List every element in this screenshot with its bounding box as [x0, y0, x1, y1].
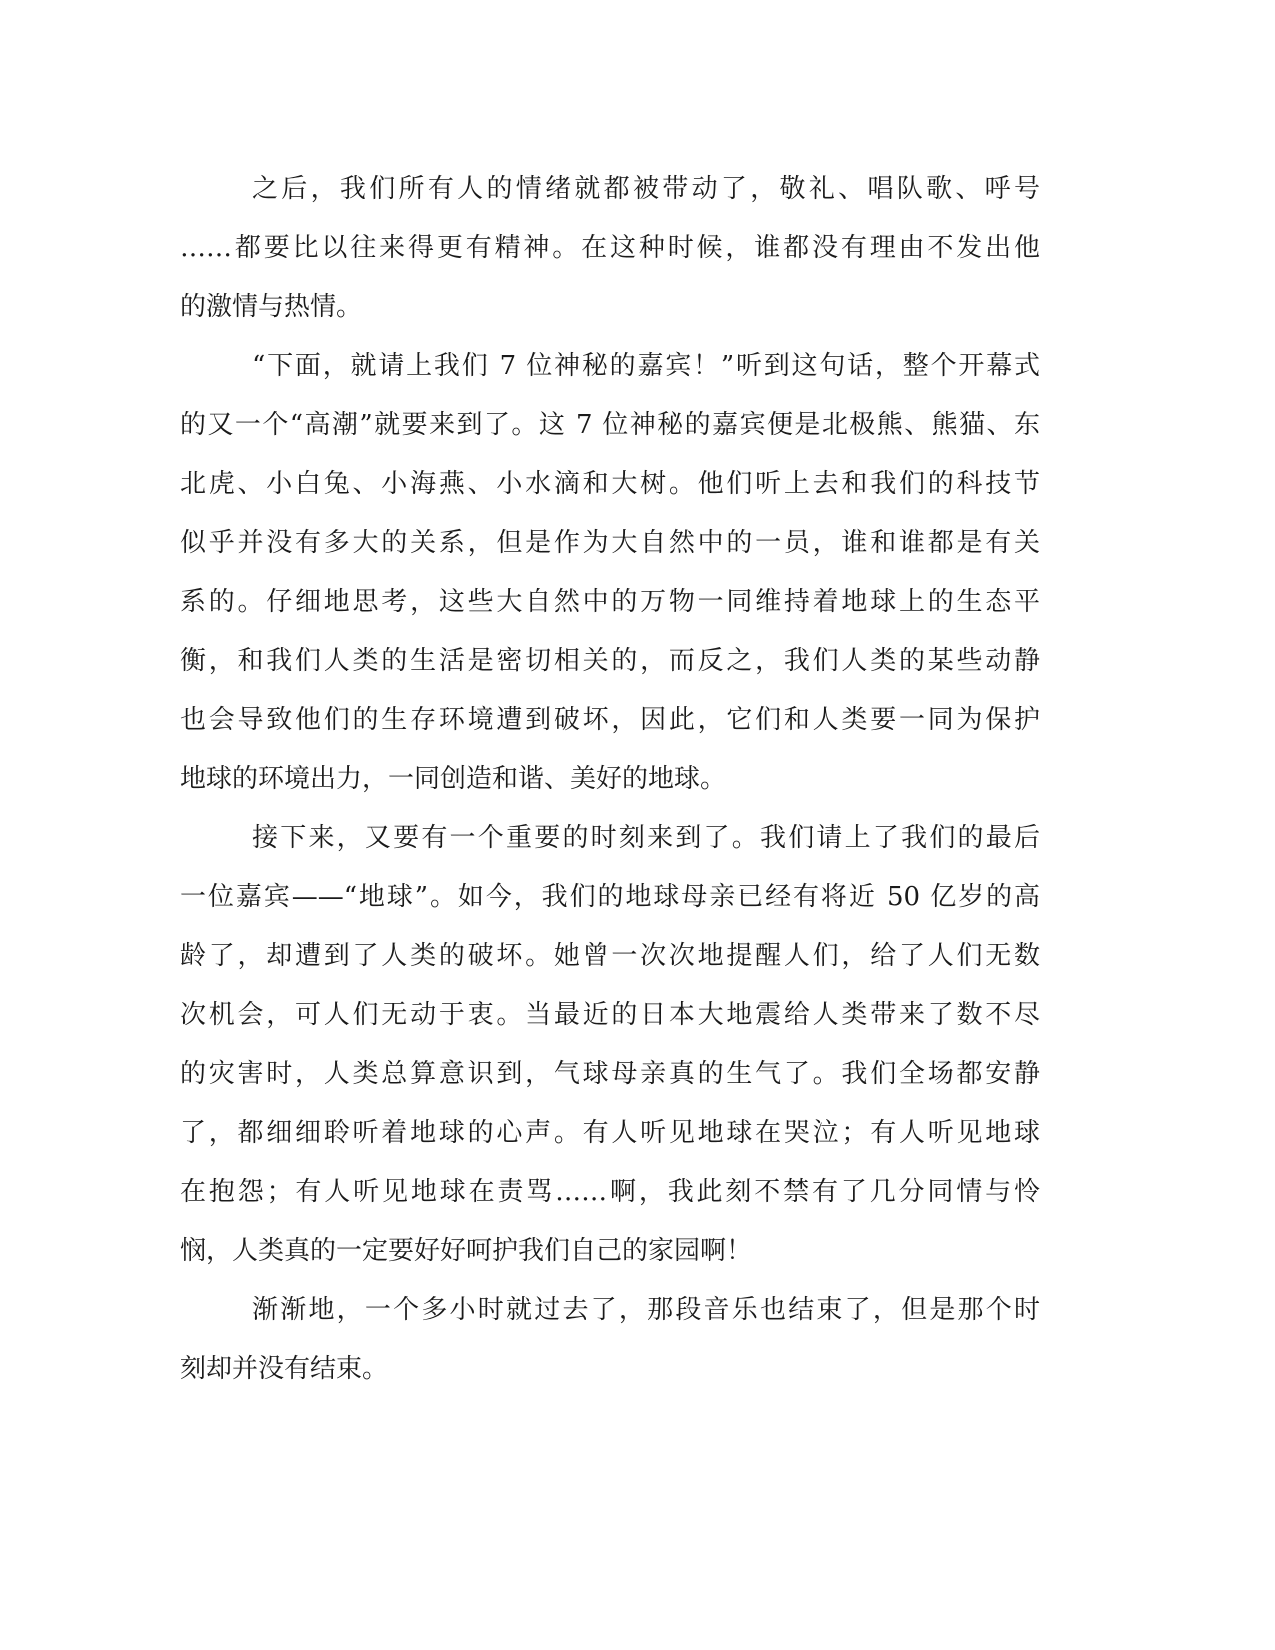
text-line: “下面，就请上我们 7 位神秘的嘉宾！”听到这句话，整个开幕式 — [252, 351, 1040, 381]
paragraph-2 — [180, 337, 1040, 809]
text-line: 衡，和我们人类的生活是密切相关的，而反之，我们人类的某些动静 — [180, 646, 1040, 676]
text-line: 一位嘉宾——“地球”。如今，我们的地球母亲已经有将近 50 亿岁的高 — [180, 882, 1040, 912]
text-line: 也会导致他们的生存环境遭到破坏，因此，它们和人类要一同为保护 — [180, 705, 1040, 735]
text-line: 地球的环境出力，一同创造和谐、美好的地球。 — [180, 764, 727, 794]
paragraph-4 — [180, 1281, 1040, 1399]
text-line: 接下来，又要有一个重要的时刻来到了。我们请上了我们的最后 — [252, 823, 1040, 853]
paragraph-3 — [180, 809, 1040, 1281]
text-line: 悯，人类真的一定要好好呵护我们自己的家园啊！ — [180, 1236, 753, 1266]
text-line: 似乎并没有多大的关系，但是作为大自然中的一员，谁和谁都是有关 — [180, 528, 1040, 558]
text-line: 的又一个“高潮”就要来到了。这 7 位神秘的嘉宾便是北极熊、熊猫、东 — [180, 410, 1040, 440]
text-line: 渐渐地，一个多小时就过去了，那段音乐也结束了，但是那个时 — [252, 1295, 1040, 1325]
text-line: 刻却并没有结束。 — [180, 1354, 389, 1384]
text-line: 的灾害时，人类总算意识到，气球母亲真的生气了。我们全场都安静 — [180, 1059, 1040, 1089]
text-line: 之后，我们所有人的情绪就都被带动了，敬礼、唱队歌、呼号 — [252, 174, 1040, 204]
text-body — [180, 160, 1040, 1399]
text-line: 在抱怨；有人听见地球在责骂……啊，我此刻不禁有了几分同情与怜 — [180, 1177, 1040, 1207]
text-line: 北虎、小白兔、小海燕、小水滴和大树。他们听上去和我们的科技节 — [180, 469, 1040, 499]
text-line: ……都要比以往来得更有精神。在这种时候，谁都没有理由不发出他 — [180, 233, 1040, 263]
text-line: 系的。仔细地思考，这些大自然中的万物一同维持着地球上的生态平 — [180, 587, 1040, 617]
text-line: 的激情与热情。 — [180, 292, 363, 322]
text-line: 了，都细细聆听着地球的心声。有人听见地球在哭泣；有人听见地球 — [180, 1118, 1040, 1148]
text-line: 龄了，却遭到了人类的破坏。她曾一次次地提醒人们，给了人们无数 — [180, 941, 1040, 971]
paragraph-1 — [180, 160, 1040, 337]
text-line: 次机会，可人们无动于衷。当最近的日本大地震给人类带来了数不尽 — [180, 1000, 1040, 1030]
